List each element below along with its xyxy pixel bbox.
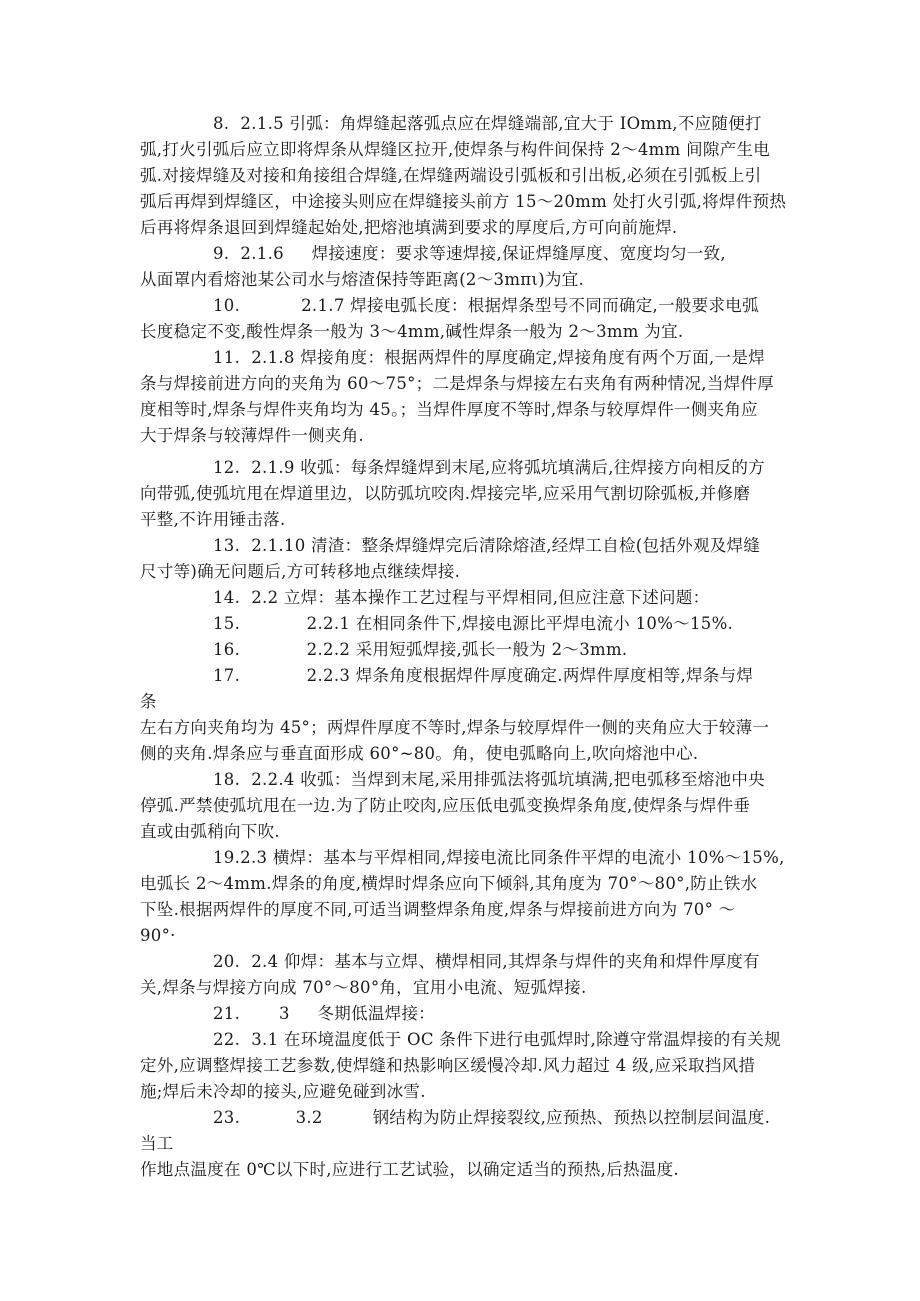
text-line: 左右方向夹角均为 45°；两焊件厚度不等时,焊条与较厚焊件一侧的夹角应大于较薄一	[140, 718, 770, 737]
text-line: 10. 2.1.7 焊接电弧长度：根据焊条型号不同而确定,一般要求电弧	[213, 296, 759, 315]
text-line: 度相等时,焊条与焊件夹角均为 45。；当焊件厚度不等时,焊条与较厚焊件一侧夹角应	[140, 400, 758, 419]
text-line: 大于焊条与较薄焊件一侧夹角.	[140, 426, 364, 445]
text-line: 弧后再焊到焊缝区，中途接头则应在焊缝接头前方 15～20mm 处打火引弧,将焊件预热	[140, 192, 787, 211]
text-line: 从面罩内看熔池某公司水与熔渣保持等距离(2～3mπι)为宜.	[140, 270, 585, 289]
text-line: 条与焊接前进方向的夹角为 60～75°；二是焊条与焊接左右夹角有两种情况,当焊件厚	[140, 374, 775, 393]
text-line: 20. 2.4 仰焊：基本与立焊、横焊相同,其焊条与焊件的夹角和焊件厚度有	[213, 952, 760, 971]
text-line: 定外,应调整焊接工艺参数,使焊缝和热影响区缓慢冷却.风力超过 4 级,应采取挡风措	[140, 1056, 756, 1075]
text-line: 22. 3.1 在环境温度低于 OC 条件下进行电弧焊时,除遵守常温焊接的有关规	[213, 1030, 781, 1049]
text-line: 9. 2.1.6 焊接速度：要求等速焊接,保证焊缝厚度、宽度均匀一致,	[213, 244, 726, 263]
text-line: 11. 2.1.8 焊接角度：根据两焊件的厚度确定,焊接角度有两个万面,一是焊	[213, 348, 765, 367]
text-line: 向带弧,使弧坑甩在焊道里边，以防弧坑咬肉.焊接完毕,应采用气割切除弧板,并修磨	[140, 484, 751, 503]
text-line: 90°·	[140, 926, 176, 945]
text-line: 作地点温度在 0℃以下时,应进行工艺试验，以确定适当的预热,后热温度.	[140, 1160, 679, 1179]
text-line: 弧,打火引弧后应立即将焊条从焊缝区拉开,使焊条与构件间保持 2～4mm 间隙产生电	[140, 140, 771, 159]
text-line: 停弧.严禁使弧坑甩在一边.为了防止咬肉,应压低电弧变换焊条角度,使焊条与焊件垂	[140, 796, 751, 815]
text-line: 尺寸等)确无问题后,方可转移地点继续焊接.	[140, 562, 461, 581]
text-line: 弧.对接焊缝及对接和角接组合焊缝,在焊缝两端设引弧板和引出板,必须在引弧板上引	[140, 166, 762, 185]
text-line: 21. 3 冬期低温焊接：	[213, 1004, 436, 1023]
text-line: 关,焊条与焊接方向成 70°～80°角，宜用小电流、短弧焊接.	[140, 978, 587, 997]
text-line: 16. 2.2.2 采用短弧焊接,弧长一般为 2～3mm.	[213, 640, 628, 659]
text-line: 8. 2.1.5 引弧：角焊缝起落弧点应在焊缝端部,宜大于 IOmm,不应随便打	[213, 114, 762, 133]
text-line: 13. 2.1.10 清渣：整条焊缝焊完后清除熔渣,经焊工自检(包括外观及焊缝	[213, 536, 761, 555]
text-line: 当工	[140, 1134, 174, 1153]
text-line: 17. 2.2.3 焊条角度根据焊件厚度确定.两焊件厚度相等,焊条与焊	[213, 666, 754, 685]
text-line: 施;焊后未冷却的接头,应避免碰到冰雪.	[140, 1082, 426, 1101]
text-line: 电弧长 2～4mm.焊条的角度,横焊时焊条应向下倾斜,其角度为 70°～80°,防止铁水	[140, 874, 758, 893]
text-line: 18. 2.2.4 收弧：当焊到末尾,采用排弧法将弧坑填满,把电弧移至熔池中央	[213, 770, 765, 789]
text-line: 长度稳定不变,酸性焊条一般为 3～4mm,碱性焊条一般为 2～3mm 为宜.	[140, 322, 684, 341]
text-line: 条	[140, 692, 157, 711]
text-line: 15. 2.2.1 在相同条件下,焊接电源比平焊电流小 10%～15%.	[213, 614, 734, 633]
text-line: 平整,不许用锤击落.	[140, 510, 286, 529]
text-line: 直或由弧稍向下吹.	[140, 822, 280, 841]
text-line: 12. 2.1.9 收弧：每条焊缝焊到末尾,应将弧坑填满后,往焊接方向相反的方	[213, 458, 765, 477]
text-line: 侧的夹角.焊条应与垂直面形成 60°~80。角，使电弧略向上,吹向熔池中心.	[140, 744, 699, 763]
text-line: 后再将焊条退回到焊缝起始处,把熔池填满到要求的厚度后,方可向前施焊.	[140, 218, 678, 237]
text-line: 14. 2.2 立焊：基本操作工艺过程与平焊相同,但应注意下述问题：	[213, 588, 710, 607]
text-line: 19.2.3 横焊：基本与平焊相同,焊接电流比同条件平焊的电流小 10%～15%,	[213, 848, 785, 867]
text-line: 23. 3.2 钢结构为防止焊接裂纹,应预热、预热以控制层间温度.	[213, 1108, 771, 1127]
text-line: 下坠.根据两焊件的厚度不同,可适当调整焊条角度,焊条与焊接前进方向为 70° ～	[140, 900, 736, 919]
